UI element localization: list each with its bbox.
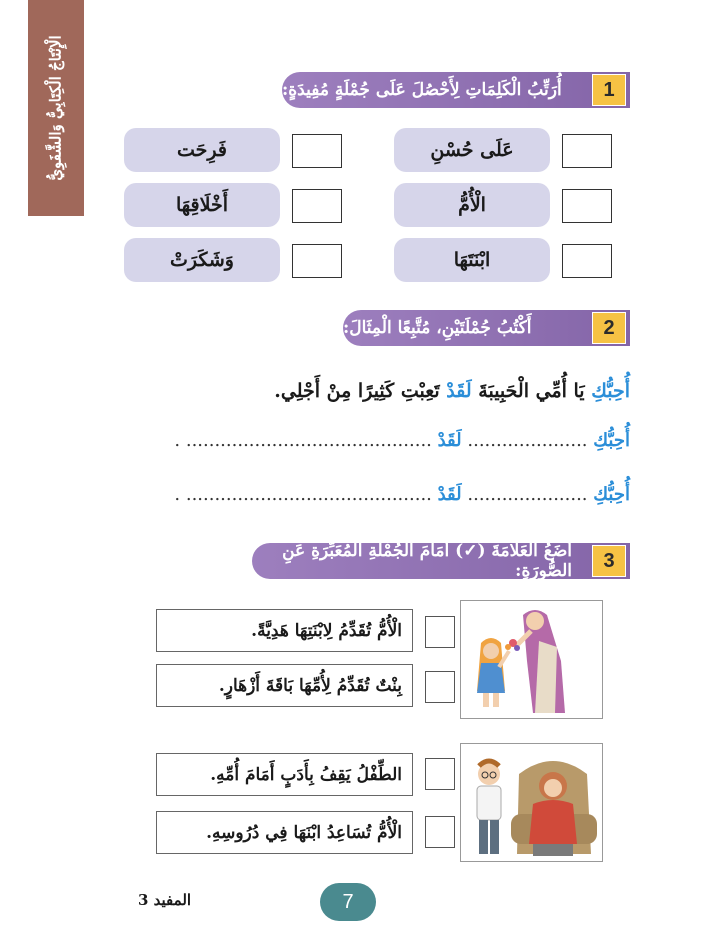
order-answer-box[interactable] (562, 134, 612, 168)
word-card: وَشَكَرَتْ (124, 238, 280, 282)
sentence-option (156, 609, 413, 652)
writing-line[interactable] (174, 430, 630, 451)
section-side-tab (28, 0, 84, 216)
word-card: عَلَى حُسْنِ (394, 128, 550, 172)
picture-boy-and-mother (460, 743, 603, 862)
order-answer-box[interactable] (292, 134, 342, 168)
question-3-number: 3 (592, 545, 626, 577)
word-card: فَرِحَت (124, 128, 280, 172)
order-answer-box[interactable] (292, 189, 342, 223)
picture-girl-gives-flowers (460, 600, 603, 719)
book-title: المفيد 3 (138, 891, 192, 909)
writing-line-word-2: لَقَدْ (437, 484, 462, 505)
sentence-option (156, 753, 413, 796)
checkbox[interactable] (425, 616, 455, 648)
sentence-option (156, 811, 413, 854)
example-word-1: أُحِبُّكِ (591, 380, 630, 402)
sentence-option-text: بِنْتٌ تُقَدِّمُ لِأُمِّهَا بَاقَةَ أَزْهَارٍ. (218, 675, 402, 696)
question-2-instruction: أَكْتُبُ جُمْلَتَيْنِ، مُتَّبِعًا الْمِثَالَ: (343, 318, 532, 338)
question-3-instruction: أَضَعُ الْعَلَامَةَ (✓) أَمَامَ الْجُمْلَةِ الْمُعَبِّرَةِ عَنِ الصُّورَةِ: (282, 541, 572, 581)
writing-line-dots: ........................................... . (174, 430, 438, 451)
writing-line-dots: ..................... (461, 430, 594, 451)
page-number-badge: 7 (320, 883, 376, 921)
example-sentence (274, 380, 630, 402)
word-card: الْأُمُّ (394, 183, 550, 227)
question-1-number: 1 (592, 74, 626, 106)
boy-mother-illustration (461, 744, 602, 861)
writing-line-dots: ..................... (461, 484, 594, 505)
writing-line[interactable] (174, 484, 630, 505)
writing-line-word-1: أُحِبُّكِ (593, 484, 630, 505)
writing-line-word-2: لَقَدْ (437, 430, 462, 451)
checkbox[interactable] (425, 671, 455, 703)
order-answer-box[interactable] (562, 189, 612, 223)
question-3-header (252, 543, 630, 579)
example-part-1: يَا أُمِّي الْحَبِيبَةَ (471, 380, 592, 402)
sentence-option-text: الْأُمُّ تُسَاعِدُ ابْنَهَا فِي دُرُوسِهِ. (206, 822, 402, 843)
order-answer-box[interactable] (292, 244, 342, 278)
sentence-option (156, 664, 413, 707)
mother-daughter-illustration (461, 601, 602, 718)
question-1-instruction: أُرَتِّبُ الْكَلِمَاتِ لِأَحْصُلَ عَلَى جُمْلَةٍ مُفِيدَةٍ: (282, 80, 562, 100)
example-word-2: لَقَدْ (446, 380, 472, 402)
word-card: ابْنَتَهَا (394, 238, 550, 282)
question-1-header (282, 72, 630, 108)
example-part-2: تَعِبْتِ كَثِيرًا مِنْ أَجْلِي. (274, 380, 447, 402)
question-2-number: 2 (592, 312, 626, 344)
writing-line-word-1: أُحِبُّكِ (593, 430, 630, 451)
sentence-option-text: الطِّفْلُ يَقِفُ بِأَدَبٍ أَمَامَ أُمِّهِ. (210, 764, 402, 785)
section-side-tab-label: الْإِنْتَاجُ الْكِتَابِيُّ وَالشَّفَوِيُّ (47, 35, 66, 181)
word-card: أَخْلَاقِهَا (124, 183, 280, 227)
question-2-header (343, 310, 630, 346)
sentence-option-text: الْأُمُّ تُقَدِّمُ لِابْنَتِهَا هَدِيَّةً. (251, 620, 402, 641)
checkbox[interactable] (425, 758, 455, 790)
order-answer-box[interactable] (562, 244, 612, 278)
checkbox[interactable] (425, 816, 455, 848)
writing-line-dots: ........................................... . (174, 484, 438, 505)
